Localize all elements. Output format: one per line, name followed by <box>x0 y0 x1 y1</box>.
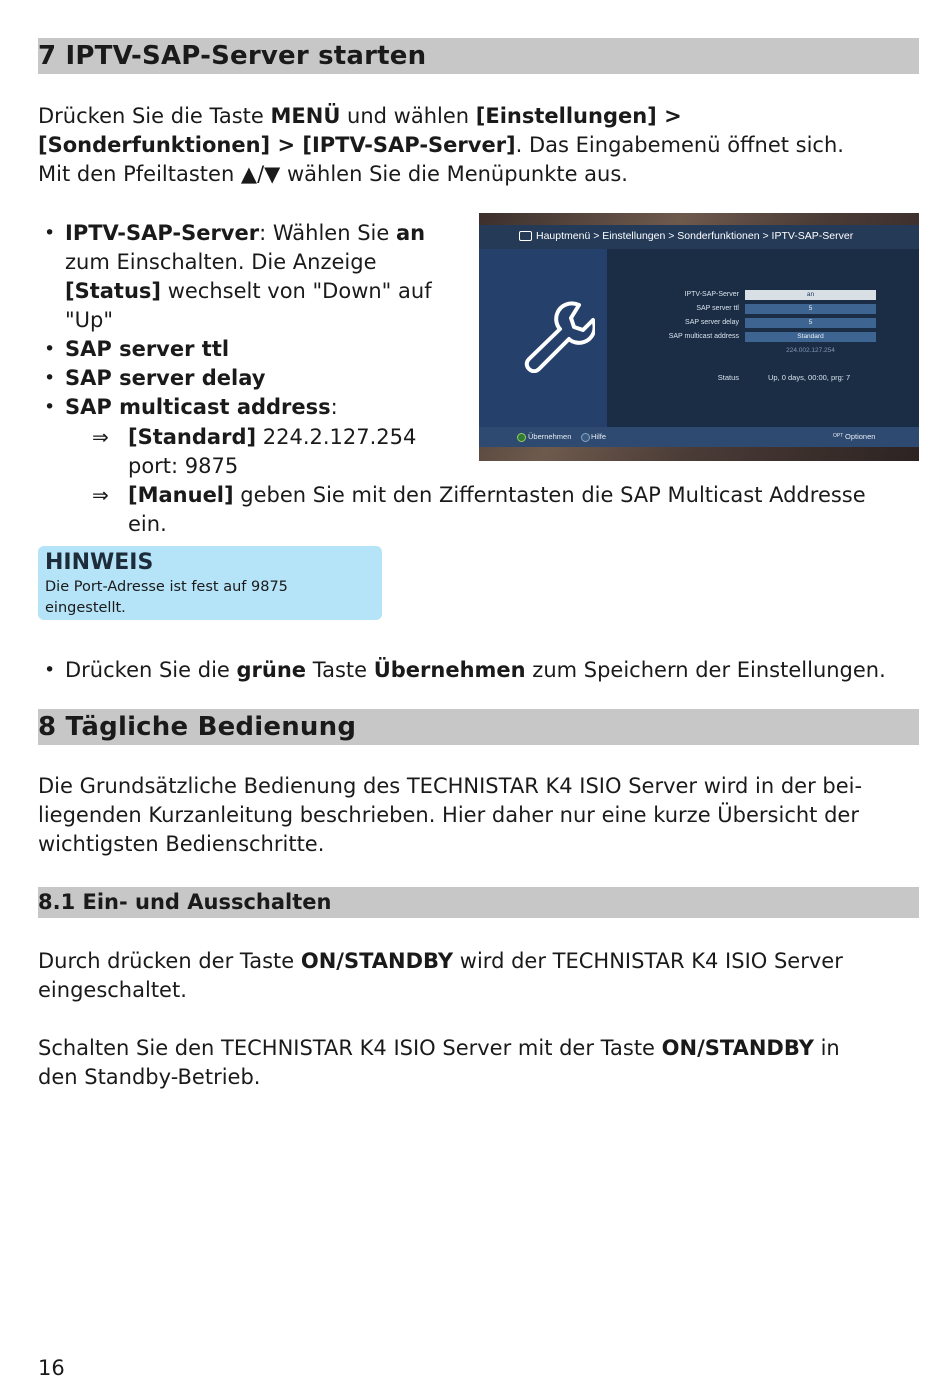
tv-row-label: IPTV-SAP-Server <box>684 291 739 298</box>
bullet-text: wechselt von "Down" auf <box>161 279 432 303</box>
instruction-text: Taste <box>306 658 374 682</box>
intro-text: Mit den Pfeiltasten ▲/▼ wählen Sie die Menüpunkte aus. <box>38 162 628 186</box>
section-8-1-heading: 8.1 Ein- und Ausschalten <box>38 887 919 918</box>
power-on-paragraph <box>38 947 919 1005</box>
option-text: 224.2.127.254 <box>256 425 417 449</box>
tv-icon <box>519 231 532 241</box>
instruction-term: Übernehmen <box>373 658 526 682</box>
paragraph-text: wird der TECHNISTAR K4 ISIO Server <box>453 949 843 973</box>
tv-row-label: SAP server delay <box>685 319 739 326</box>
menu-path: [Einstellungen] > <box>475 104 682 128</box>
opt-button-icon: OPT <box>833 433 844 439</box>
implies-arrow-icon: ⇒ <box>92 483 109 507</box>
menu-key-label: MENÜ <box>270 104 341 128</box>
tv-menu-screenshot <box>479 213 919 461</box>
instruction-term: grüne <box>236 658 307 682</box>
sub-option-standard <box>92 423 512 481</box>
list-item <box>38 335 458 364</box>
list-item <box>38 219 458 335</box>
tv-footer-options[interactable]: Optionen <box>845 432 876 441</box>
instruction-text: zum Speichern der Einstellungen. <box>525 658 886 682</box>
section-8-paragraph <box>38 772 919 859</box>
paragraph-text: den Standby-Betrieb. <box>38 1065 261 1089</box>
save-instruction <box>38 656 886 685</box>
tv-footer-accept[interactable]: Übernehmen <box>528 432 572 441</box>
implies-arrow-icon: ⇒ <box>92 425 109 449</box>
option-text: ein. <box>128 512 167 536</box>
bullet-text: : Wählen Sie <box>259 221 396 245</box>
sub-option-manual <box>92 481 919 539</box>
bullet-text: : <box>330 395 338 419</box>
tv-field-sap-server-ttl[interactable]: 5 <box>745 304 876 314</box>
tv-address-hint: 224.002.127.254 <box>786 347 835 354</box>
key-label: ON/STANDBY <box>661 1036 814 1060</box>
bullet-term: SAP multicast address <box>65 395 331 419</box>
paragraph-text: Schalten Sie den TECHNISTAR K4 ISIO Server mit der Taste <box>38 1036 662 1060</box>
tv-status-value: Up, 0 days, 00:00, prg: 7 <box>768 373 851 382</box>
bullet-term: SAP server ttl <box>65 337 230 361</box>
option-text: geben Sie mit den Zifferntasten die SAP Multicast Addresse <box>233 483 866 507</box>
bullet-text: "Up" <box>65 308 114 332</box>
settings-bullet-list <box>38 219 458 422</box>
hint-box <box>38 546 382 620</box>
bullet-term: IPTV-SAP-Server <box>65 221 260 245</box>
key-label: ON/STANDBY <box>300 949 454 973</box>
tv-footer-help[interactable]: Hilfe <box>591 432 607 441</box>
help-button-icon <box>581 433 590 442</box>
paragraph-text: Durch drücken der Taste <box>38 949 301 973</box>
intro-text: Drücken Sie die Taste <box>38 104 271 128</box>
list-item <box>38 364 458 393</box>
option-term: [Standard] <box>128 425 257 449</box>
bullet-term: [Status] <box>65 279 162 303</box>
tv-row-label: SAP multicast address <box>668 333 739 340</box>
bullet-term: SAP server delay <box>65 366 266 390</box>
paragraph-text: eingeschaltet. <box>38 978 187 1002</box>
option-text: port: 9875 <box>128 454 239 478</box>
paragraph-text: Die Grundsätzliche Bedienung des TECHNISTAR K4 ISIO Server wird in der bei- <box>38 774 863 798</box>
intro-paragraph <box>38 102 919 189</box>
tv-row-label: SAP server ttl <box>696 305 739 312</box>
list-item <box>38 393 458 422</box>
section-8-heading: 8 Tägliche Bedienung <box>38 709 919 745</box>
paragraph-text: liegenden Kurzanleitung beschrieben. Hier daher nur eine kurze Übersicht der <box>38 803 859 827</box>
bullet-text: zum Einschalten. Die Anzeige <box>65 250 377 274</box>
bullet-term: an <box>395 221 426 245</box>
tv-field-iptv-sap-server[interactable]: an <box>745 290 876 300</box>
tv-field-sap-server-delay[interactable]: 5 <box>745 318 876 328</box>
paragraph-text: in <box>813 1036 840 1060</box>
section-7-heading: 7 IPTV-SAP-Server starten <box>38 38 919 74</box>
tv-status-label: Status <box>717 373 739 382</box>
page-number: 16 <box>38 1356 65 1380</box>
tv-breadcrumb: Hauptmenü > Einstellungen > Sonderfunktionen > IPTV-SAP-Server <box>536 230 854 242</box>
intro-text: . Das Eingabemenü öffnet sich. <box>515 133 844 157</box>
hint-title: HINWEIS <box>45 550 154 575</box>
intro-text: und wählen <box>340 104 476 128</box>
instruction-text: Drücken Sie die <box>65 658 237 682</box>
tv-field-sap-multicast-address[interactable]: Standard <box>745 332 876 342</box>
option-term: [Manuel] <box>128 483 234 507</box>
hint-body: Die Port-Adresse ist fest auf 9875 eingestellt. <box>45 579 288 616</box>
green-button-icon <box>517 433 526 442</box>
paragraph-text: wichtigsten Bedienschritte. <box>38 832 325 856</box>
menu-path: [Sonderfunktionen] > [IPTV-SAP-Server] <box>38 133 516 157</box>
standby-paragraph <box>38 1034 919 1092</box>
